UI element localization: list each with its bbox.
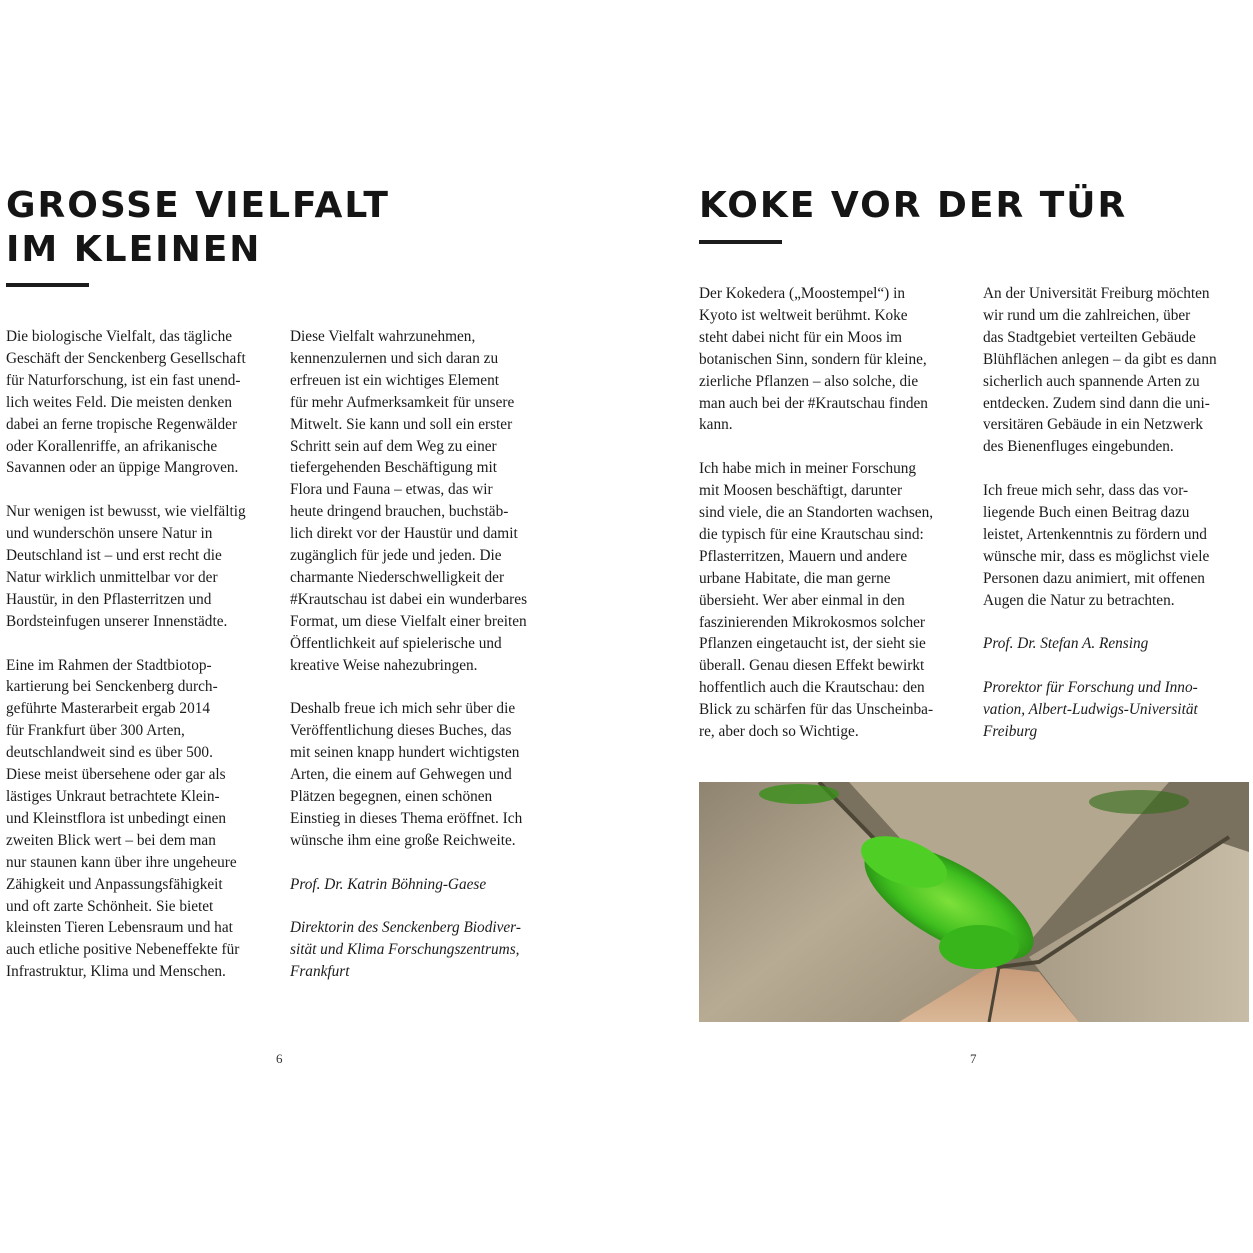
title-rule: [699, 240, 782, 244]
author-affiliation: Prorektor für Forschung und Inno- vation, Albert-Ludwigs-Universität Freiburg: [983, 679, 1198, 741]
right-column-2: [983, 283, 1251, 765]
paragraph: Ich freue mich sehr, dass das vor- liegende Buch einen Beitrag dazu leistet, Artenkenntnis zu fördern und wünsche mir, dass es möglichst viele Personen dazu animiert, mit offenen Augen die Natur zu betrachten.: [983, 482, 1210, 609]
left-column-1: [6, 326, 276, 1005]
paragraph: Deshalb freue ich mich sehr über die Veröffentlichung dieses Buches, das mit seinen knapp hundert wichtigsten Arten, die einem auf Gehwegen und Plätzen begegnen, einen schönen Einstieg in dieses Thema eröffnet. Ich wünsche ihm eine große Reichweite.: [290, 700, 523, 849]
right-page: [626, 0, 1253, 1253]
paragraph: An der Universität Freiburg möchten wir rund um die zahlreichen, über das Stadtgebiet verteilten Gebäude Blühflächen anlegen – da gibt es dann sicherlich auch spannende Arten zu entdecken. Zudem sind dann die uni- versitären Gebäude in ein Netzwerk des Bienenfluges eingebunden.: [983, 285, 1217, 456]
paragraph: Der Kokedera („Moostempel“) in Kyoto ist weltweit berühmt. Koke steht dabei nicht für ein Moos im botanischen Sinn, sondern für kleine, zierliche Pflanzen – also solche, die man auch bei der #Krautschau finden kann.: [699, 285, 928, 434]
moss-photo-icon: [699, 782, 1249, 1022]
paragraph: Nur wenigen ist bewusst, wie vielfältig und wunderschön unsere Natur in Deutschland ist – und erst recht die Natur wirklich unmittelbar vor der Haustür, in den Pflasterritzen und Bordsteinfugen unserer Innenstädte.: [6, 503, 246, 630]
author-signature: Prof. Dr. Stefan A. Rensing: [983, 635, 1149, 653]
author-signature: Prof. Dr. Katrin Böhning-Gaese: [290, 875, 487, 893]
paragraph: Ich habe mich in meiner Forschung mit Moosen beschäftigt, darunter sind viele, die an Standorten wachsen, die typisch für eine Krautschau sind: Pflasterritzen, Mauern und andere urbane Habitate, die man gerne übersieht. Wer aber einmal in den faszinierenden Mikrokosmos solcher Pflanzen eingetaucht ist, der sieht sie überall. Genau diesen Effekt bewirkt hoffentlich auch die Krautschau: den Blick zu schärfen für das Unscheinba- re, aber doch so Wichtige.: [699, 460, 934, 741]
title-rule: [6, 283, 89, 287]
right-page-title: KOKE VOR DER TÜR: [699, 185, 1128, 226]
paragraph: Eine im Rahmen der Stadtbiotop- kartierung bei Senckenberg durch- geführte Masterarbeit ergab 2014 für Frankfurt über 300 Arten, deutschlandweit sind es über 500. Diese meist übersehene oder gar als lästiges Unkraut betrachtete Klein- und Kleinstflora ist unbedingt einen zweiten Blick wert – bei dem man nur staunen kann über ihre ungeheure Zähigkeit und Anpassungsfähigkeit und oft zarte Schönheit. Sie bietet kleinsten Tieren Lebensraum und hat auch etliche positive Nebeneffekte für Infrastruktur, Klima und Menschen.: [6, 656, 240, 981]
paragraph: Diese Vielfalt wahrzunehmen, kennenzulernen und sich daran zu erfreuen ist ein wichtiges Element für mehr Aufmerksamkeit für unsere Mitwelt. Sie kann und soll ein erster Schritt sein auf dem Weg zu einer tiefergehenden Beschäftigung mit Flora und Fauna – etwas, das wir heute dringend brauchen, buchstäb- lich direkt vor der Haustür und damit zugänglich für jede und jeden. Die charmante Niederschwelligkeit der #Krautschau ist dabei ein wunderbares Format, um diese Vielfalt einer breiten Öffentlichkeit auf spielerische und kreative Weise nahezubringen.: [290, 328, 528, 674]
right-column-1: [699, 283, 964, 765]
paragraph: Die biologische Vielfalt, das tägliche Geschäft der Senckenberg Gesellschaft für Naturforschung, ist ein fast unend- lich weites Feld. Die meisten denken dabei an ferne tropische Regenwälder oder Korallenriffe, an afrikanische Savannen oder an üppige Mangroven.: [6, 328, 246, 477]
author-affiliation: Direktorin des Senckenberg Biodiver- sität und Klima Forschungszentrums, Frankfurt: [290, 919, 521, 981]
page-number: 6: [276, 1051, 283, 1066]
page-number: 7: [970, 1051, 977, 1066]
left-page-title: GROSSE VIELFALT IM KLEINEN: [6, 185, 390, 270]
left-page: [0, 0, 620, 1253]
left-column-2: [290, 326, 565, 1005]
